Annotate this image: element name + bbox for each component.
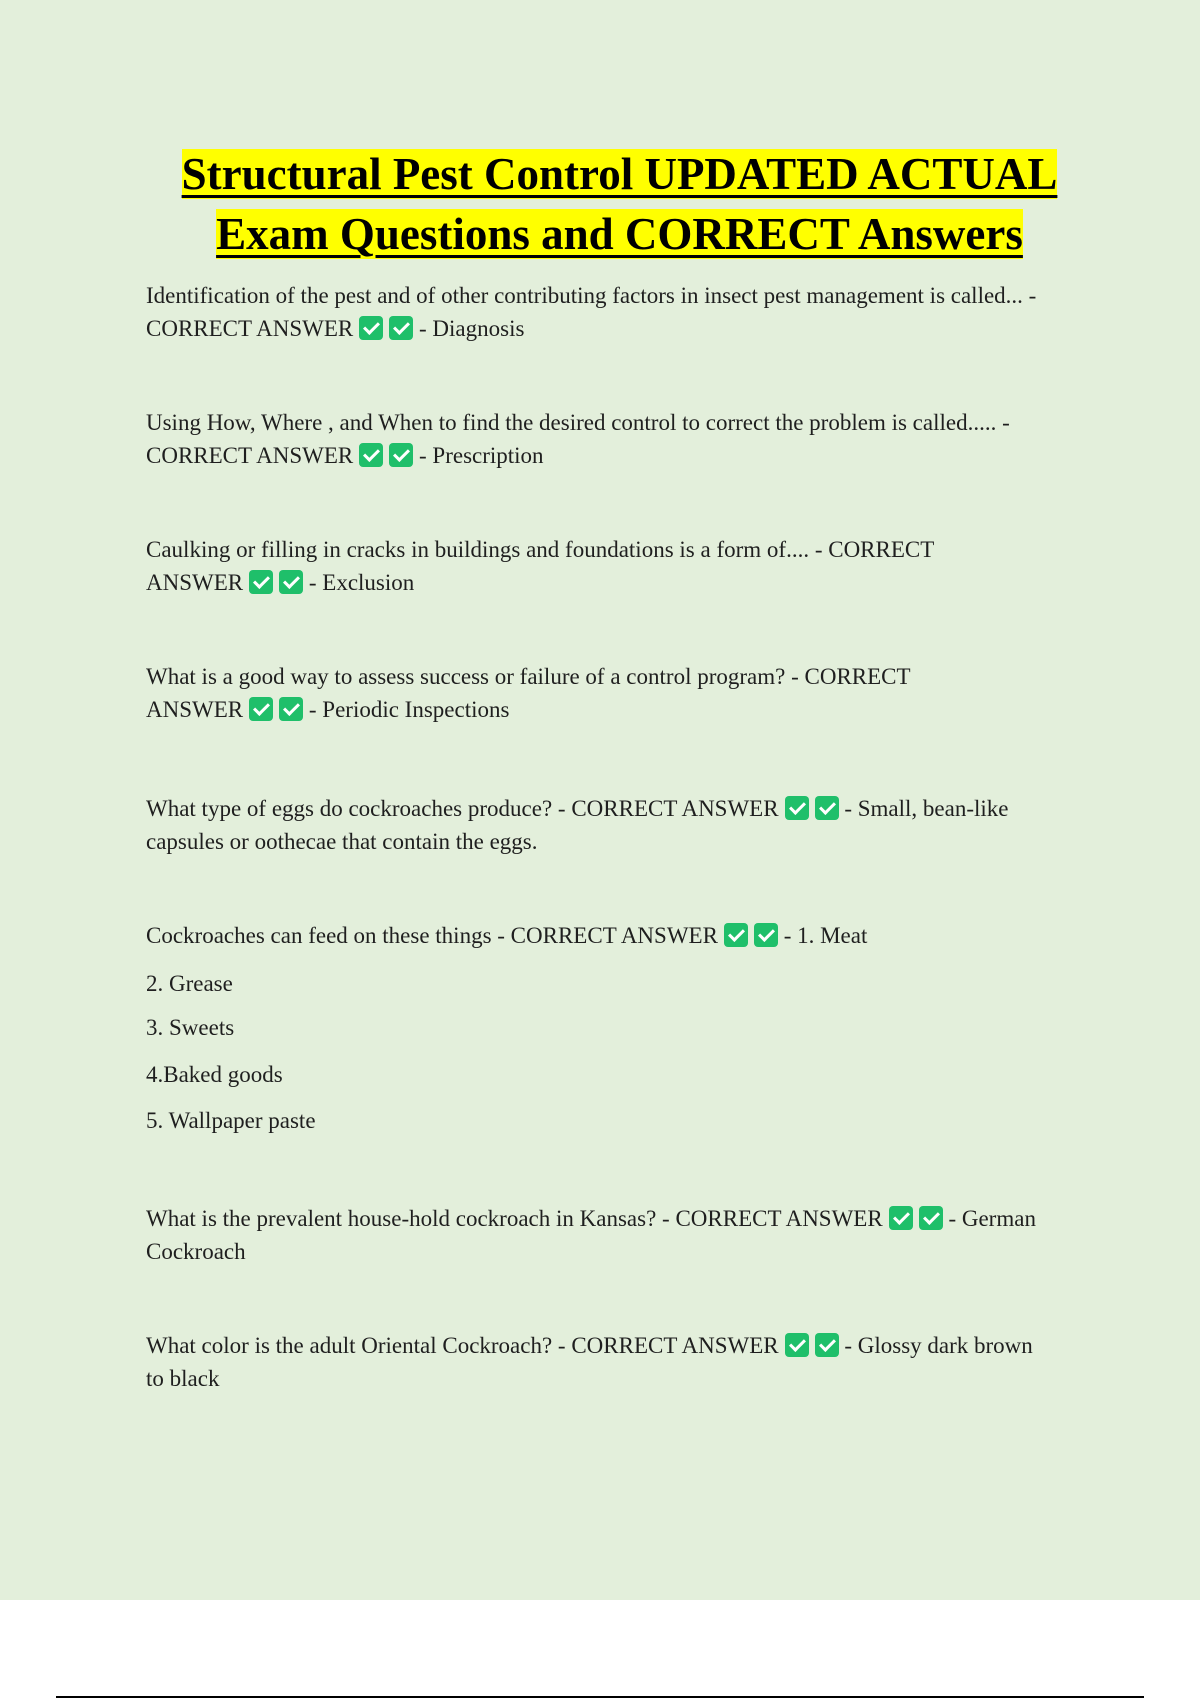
check-icon (389, 316, 413, 340)
check-icon (754, 923, 778, 947)
answer-text: - Glossy dark brown (838, 1333, 1033, 1358)
document-title (120, 144, 1119, 264)
check-icon (785, 1333, 809, 1357)
answer-text: - Diagnosis (413, 316, 525, 341)
qa-item (146, 660, 1096, 726)
title-line-1: Structural Pest Control UPDATED ACTUAL (181, 149, 1058, 199)
answer-label: ANSWER (146, 697, 244, 722)
question-text: What color is the adult Oriental Cockroach? - CORRECT ANSWER (146, 1333, 779, 1358)
check-icon (724, 923, 748, 947)
answer-continuation: Cockroach (146, 1239, 246, 1264)
answer-label: CORRECT ANSWER (146, 443, 354, 468)
check-icon (889, 1206, 913, 1230)
check-icon (815, 796, 839, 820)
list-item: 3. Sweets (146, 1015, 235, 1040)
check-icon (249, 697, 273, 721)
answer-continuation: to black (146, 1366, 220, 1391)
qa-item (146, 919, 1096, 952)
check-icon (249, 570, 273, 594)
question-text: Using How, Where , and When to find the desired control to correct the problem is called..... - (146, 410, 1010, 435)
answer-text: - Exclusion (303, 570, 415, 595)
answer-text: - Periodic Inspections (303, 697, 510, 722)
check-icon (279, 570, 303, 594)
qa-item (146, 406, 1096, 472)
qa-item (146, 1329, 1096, 1395)
qa-item (146, 792, 1096, 858)
question-text: Identification of the pest and of other contributing factors in insect pest management is called... - (146, 283, 1037, 308)
check-icon (919, 1206, 943, 1230)
check-icon (359, 443, 383, 467)
footer-divider (56, 1696, 1144, 1698)
check-icon (389, 443, 413, 467)
answer-text: - German (942, 1206, 1036, 1231)
answer-text: - 1. Meat (777, 923, 868, 948)
list-item: 4.Baked goods (146, 1062, 283, 1087)
question-text: Cockroaches can feed on these things - CORRECT ANSWER (146, 923, 718, 948)
qa-item (146, 1202, 1096, 1268)
check-icon (279, 697, 303, 721)
question-text: What is a good way to assess success or failure of a control program? - CORRECT (146, 664, 911, 689)
answer-text: - Small, bean-like (838, 796, 1009, 821)
answer-label: CORRECT ANSWER (146, 316, 354, 341)
question-text: Caulking or filling in cracks in buildings and foundations is a form of.... - CORRECT (146, 537, 935, 562)
qa-item (146, 279, 1096, 345)
list-item: 2. Grease (146, 971, 233, 996)
title-line-2: Exam Questions and CORRECT Answers (216, 209, 1023, 259)
check-icon (815, 1333, 839, 1357)
answer-label: ANSWER (146, 570, 244, 595)
answer-continuation: capsules or oothecae that contain the eggs. (146, 829, 538, 854)
check-icon (359, 316, 383, 340)
list-item: 5. Wallpaper paste (146, 1108, 316, 1133)
qa-item (146, 533, 1096, 599)
question-text: What type of eggs do cockroaches produce? - CORRECT ANSWER (146, 796, 779, 821)
answer-text: - Prescription (413, 443, 544, 468)
question-text: What is the prevalent house-hold cockroach in Kansas? - CORRECT ANSWER (146, 1206, 883, 1231)
check-icon (785, 796, 809, 820)
